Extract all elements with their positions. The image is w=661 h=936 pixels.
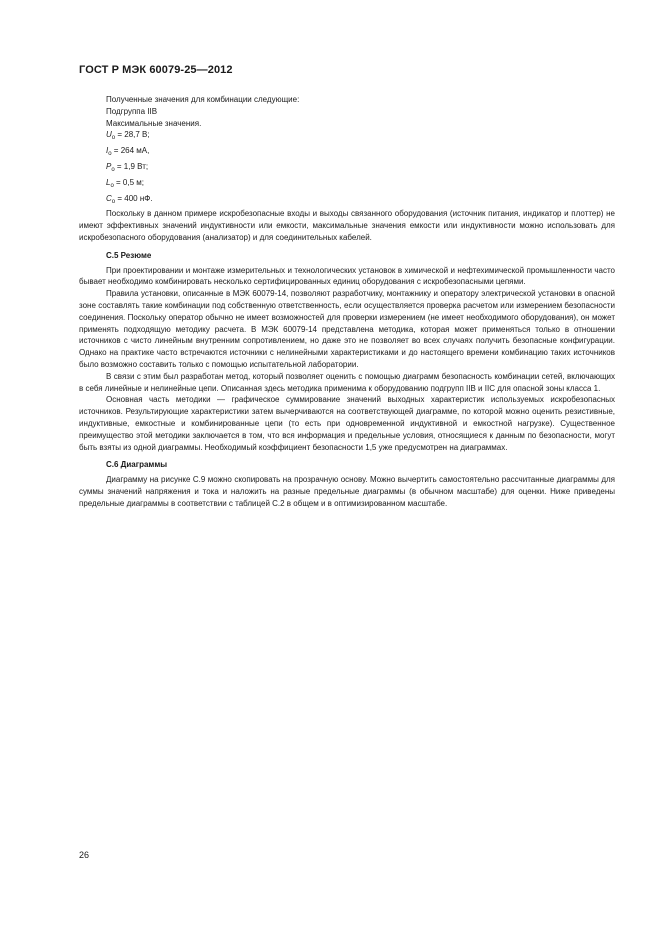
param-value: = 264 мА, xyxy=(111,146,150,156)
max-values-line: Максимальные значения. xyxy=(106,118,202,128)
param-symbol: I xyxy=(106,146,109,156)
param-uo xyxy=(79,129,615,145)
param-symbol: U xyxy=(106,130,112,140)
param-symbol: L xyxy=(106,177,111,187)
param-lo xyxy=(79,177,615,193)
param-subscript: o xyxy=(111,198,116,205)
subgroup-line: Подгруппа IIB xyxy=(106,106,158,116)
document-header: ГОСТ Р МЭК 60079-25—2012 xyxy=(79,64,233,76)
section-heading-c5: С.5 Резюме xyxy=(106,250,152,260)
param-value: = 0,5 м; xyxy=(113,177,144,187)
page-number: 26 xyxy=(79,850,90,860)
param-value: = 400 нФ. xyxy=(115,193,153,203)
param-value: = 1,9 Вт; xyxy=(114,161,149,171)
param-value: = 28,7 В; xyxy=(115,130,150,140)
paragraph: Поскольку в данном примере искробезопасные входы и выходы связанного оборудования (источник питания, индикатор и плоттер) не имеют эффективных значений индуктивности или емкости, максимальные значения емкости или индуктивности можно использовать для искробезопасного оборудования (анализатор) и для соединительных кабелей. xyxy=(79,209,615,242)
param-subscript: o xyxy=(111,166,115,173)
paragraph: В связи с этим был разработан метод, который позволяет оценить с помощью диаграмм безопасность комбинации сетей, включающих в себя линейные и нелинейные цепи. Описанная здесь методика применима к оборудованию подгрупп IIB и IIC для опасной зоны класса 1. xyxy=(79,371,615,393)
paragraph: При проектировании и монтаже измерительных и технологических установок в химической и нефтехимической промышленности часто бывает необходимо комбинировать несколько сертифицированных единиц оборудования с искробезопасными цепями. xyxy=(79,265,615,287)
param-symbol: P xyxy=(106,161,112,171)
paragraph: Диаграмму на рисунке С.9 можно скопировать на прозрачную основу. Можно вычертить самостоятельно рассчитанные диаграммы для суммы значений напряжения и тока и наложить на разные предельные диаграммы (в обычном масштабе) для оценки. Ниже приведены предельные диаграммы в соответствии с таблицей С.2 в общем и в оптимизированном масштабе. xyxy=(79,475,615,508)
param-co xyxy=(79,193,615,209)
section-heading-c6: С.6 Диаграммы xyxy=(106,460,168,470)
page-body xyxy=(79,94,615,510)
param-subscript: o xyxy=(110,182,114,189)
param-subscript: o xyxy=(111,135,116,142)
paragraph: Основная часть методики — графическое суммирование значений выходных характеристик используемых искробезопасных источников. Результирующие характеристики затем вычерчиваются на соответствующей диаграмме, по которой можно оценить резистивные, индуктивные, емкостные и комбинированные цепи (то есть при одновременной индуктивной и емкостной нагрузке). Существенное преимущество этой методики заключается в том, что вся информация и предельные условия, относящиеся к данным по безопасности, могут быть взяты из одной диаграммы. Необходимый коэффициент безопасности 1,5 уже предусмотрен на диаграммах. xyxy=(79,395,615,452)
param-io xyxy=(79,145,615,161)
paragraph: Правила установки, описанные в МЭК 60079-14, позволяют разработчику, монтажнику и оператору электрической установки в опасной зоне составлять такие комбинации под собственную ответственность, если осуществляется проверка расчетом или измерением безопасности соединения. Поскольку оператор обычно не имеет возможностей для проверки измерением (не имеет необходимого оборудования), он может применять подходящую методику расчета. В МЭК 60079-14 представлена методика, которая может применяться только в отношении источников с чисто линейным внутренним сопротивлением, но даже это не позволяет во всех случаях получить безопасные конфигурации. Однако на практике часто встречаются источники с нелинейными характеристиками и до настоящего времени комбинацию таких источников было возможно составить только с помощью испытательной лаборатории. xyxy=(79,289,615,369)
param-subscript: o xyxy=(108,151,112,158)
intro-line: Полученные значения для комбинации следующие: xyxy=(106,95,300,104)
param-po xyxy=(79,161,615,177)
param-symbol: C xyxy=(106,193,112,203)
